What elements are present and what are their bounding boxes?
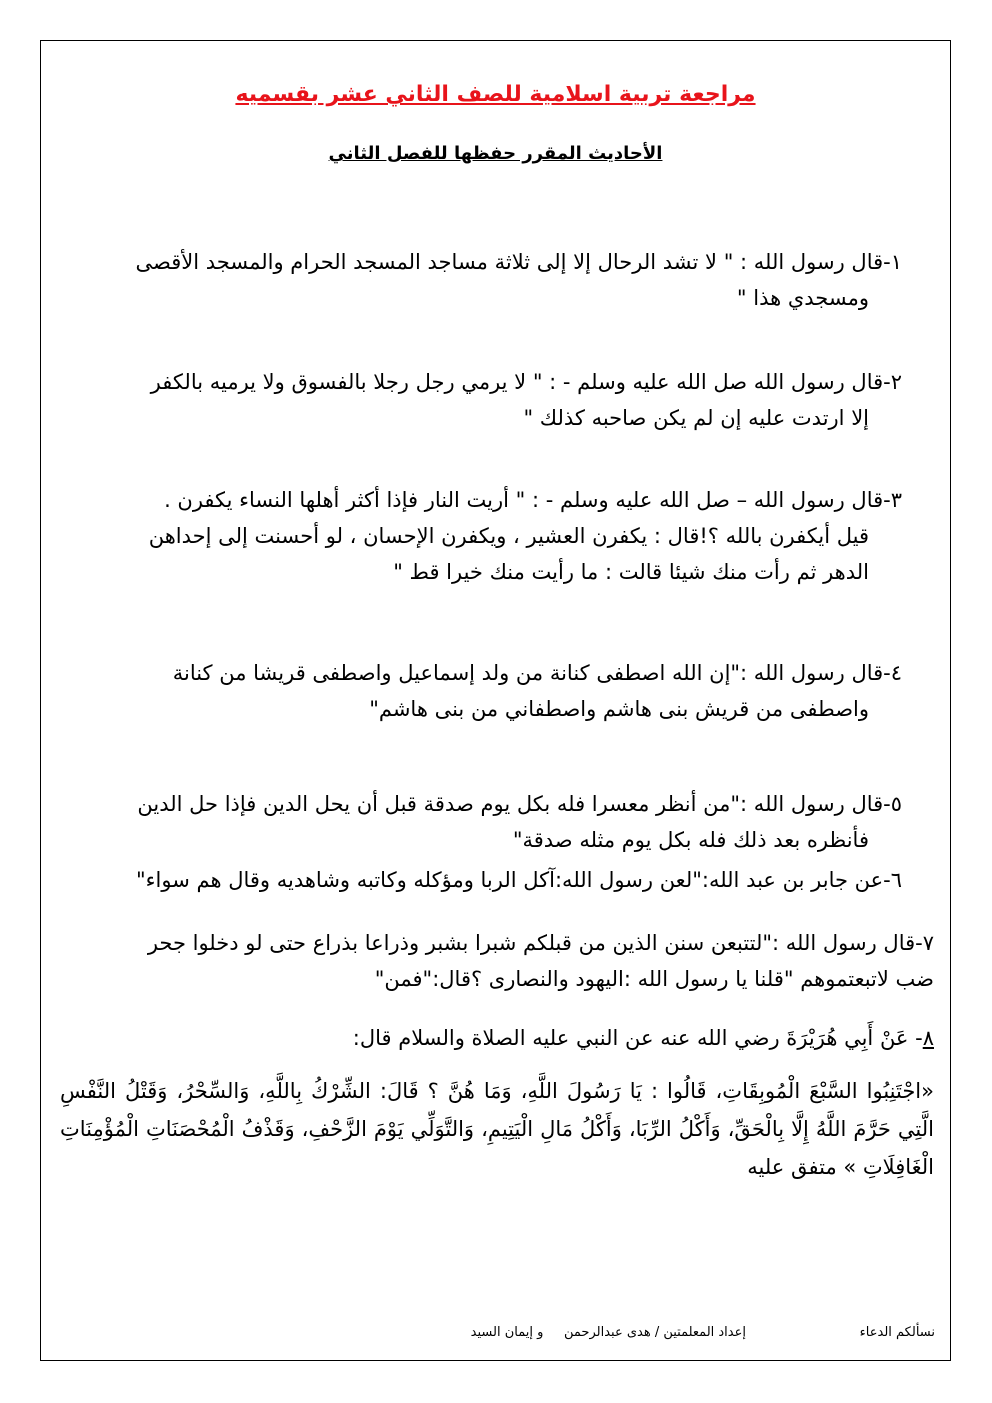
hadith-3-line-2: قيل أيكفرن بالله ؟!قال : يكفرن العشير ، ويكفرن الإحسان ، لو أحسنت إلى إحداهن <box>148 524 869 548</box>
page-title: مراجعة تربية اسلامية للصف الثاني عشر بقسميه <box>235 82 756 107</box>
hadith-4-line-1: ٤-قال رسول الله :"إن الله اصطفى كنانة من ولد إسماعيل واصطفى قريشا من كنانة <box>172 661 902 685</box>
hadith-4-line-2: واصطفى من قريش بنى هاشم واصطفاني من بنى هاشم" <box>369 697 869 721</box>
footer-dua: نسألكم الدعاء <box>859 1325 935 1340</box>
hadith-3 <box>60 482 902 590</box>
footer <box>40 1325 951 1345</box>
hadith-7 <box>60 925 934 997</box>
hadith-8-number: ٨ <box>922 1026 934 1050</box>
hadith-5 <box>60 786 902 858</box>
hadith-1-line-1: ١-قال رسول الله : " لا تشد الرحال إلا إلى ثلاثة مساجد المسجد الحرام والمسجد الأقصى <box>135 250 902 274</box>
hadith-1-line-2: ومسجدي هذا " <box>736 286 869 310</box>
hadith-8-text: «اجْتَنِبُوا السَّبْعَ الْمُوبِقَاتِ، قَالُوا : يَا رَسُولَ اللَّهِ، وَمَا هُنَّ ؟ قَالَ: الشِّرْكُ بِاللَّهِ، وَالسِّحْرُ، وَقَتْلُ النَّفْسِ الَّتِي حَرَّمَ اللَّهُ إِلَّا بِالْحَقِّ، وَأَكْلُ الرِّبَا، وَأَكْلُ مَالِ الْيَتِيمِ، وَالتَّوَلِّي يَوْمَ الزَّحْفِ، وَقَذْفُ الْمُحْصَنَاتِ الْمُؤْمِنَاتِ الْغَافِلَاتِ » متفق عليه <box>60 1079 934 1179</box>
hadith-8-line-1: - عَنْ أَبِي هُرَيْرَةَ رضي الله عنه عن النبي عليه الصلاة والسلام قال: <box>352 1026 923 1050</box>
hadith-3-line-1: ٣-قال رسول الله – صل الله عليه وسلم - : " أريت النار فإذا أكثر أهلها النساء يكفرن . <box>164 488 902 512</box>
hadith-8 <box>60 1020 934 1056</box>
hadith-5-line-1: ٥-قال رسول الله :"من أنظر معسرا فله بكل يوم صدقة قبل أن يحل الدين فإذا حل الدين <box>137 792 902 816</box>
hadith-2-line-1: ٢-قال رسول الله صل الله عليه وسلم - : " لا يرمي رجل رجلا بالفسوق ولا يرميه بالكفر <box>150 370 902 394</box>
hadith-7-line-1: ٧-قال رسول الله :"لتتبعن سنن الذين من قبلكم شبرا بشبر وذراعا بذراع حتى لو دخلوا جحر <box>147 931 934 955</box>
hadith-6 <box>60 862 902 898</box>
hadith-5-line-2: فأنظره بعد ذلك فله بكل يوم مثله صدقة" <box>512 828 869 852</box>
hadith-2 <box>60 364 902 436</box>
hadith-6-line-1: ٦-عن جابر بن عبد الله:"لعن رسول الله:آكل الربا ومؤكله وكاتبه وشاهديه وقال هم سواء" <box>136 868 902 892</box>
hadith-4 <box>60 655 902 727</box>
footer-prepared-by: إعداد المعلمتين / هدى عبدالرحمن و إيمان السيد <box>470 1325 746 1340</box>
hadith-2-line-2: إلا ارتدت عليه إن لم يكن صاحبه كذلك " <box>523 406 869 430</box>
page-subtitle: الأحاديث المقرر حفظها للفصل الثاني <box>328 143 663 164</box>
hadith-3-line-3: الدهر ثم رأت منك شيئا قالت : ما رأيت منك خيرا قط " <box>393 560 869 584</box>
hadith-1 <box>60 244 902 316</box>
hadith-7-line-2: ضب لاتبعتموهم "قلنا يا رسول الله :اليهود والنصارى ؟قال:"فمن" <box>374 967 934 991</box>
